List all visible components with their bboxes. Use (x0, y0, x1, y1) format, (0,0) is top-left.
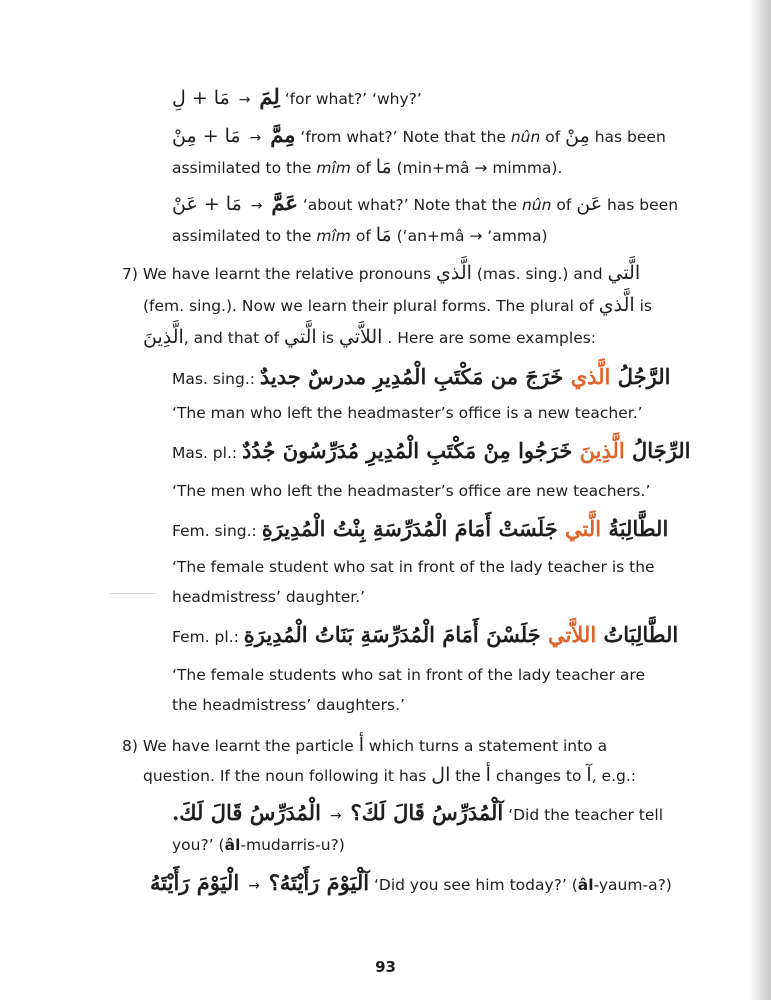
arrow: → (248, 878, 260, 894)
example-label: Mas. sing.: (172, 370, 260, 388)
english-text: . Here are some examples: (382, 329, 597, 347)
arabic-sentence (260, 366, 671, 388)
arrow: → (329, 808, 342, 824)
italic-term: mîm (316, 159, 351, 177)
arabic-text: الَّتي (284, 326, 317, 348)
bold-term: âl (577, 876, 594, 894)
example-label: Fem. sing.: (172, 522, 262, 540)
arabic-text: مَا (375, 156, 392, 178)
english-text: of (540, 128, 566, 146)
english-text: , and that of (183, 329, 285, 347)
english-text: , e.g.: (591, 767, 636, 785)
english-text: has been (589, 128, 666, 146)
arabic-text: آ (586, 764, 592, 786)
english-translation: ‘The man who left the headmaster’s office is a new teacher.’ (172, 404, 643, 422)
arabic-text: مِنْ (565, 125, 590, 147)
italic-term: nûn (510, 128, 541, 146)
english-text: of (350, 159, 376, 177)
english-text: question. If the noun following it has (143, 767, 432, 785)
english-text: changes to (490, 767, 587, 785)
bold-term: âl (224, 836, 241, 854)
arabic-text: آلْمُدَرِّسُ قَالَ لَكَ؟ (350, 800, 504, 825)
highlighted-pronoun: اللاَّتي (548, 622, 597, 647)
arabic-sentence (262, 518, 669, 540)
english-text: ‘Did you see him today?’ ( (374, 876, 578, 894)
english-text: the (450, 767, 486, 785)
question-example-2 (150, 872, 672, 897)
english-text: -yaum-a?) (593, 876, 672, 894)
arabic-text: مَا + مِنْ (172, 125, 241, 147)
english-text: ‘Did the teacher tell (508, 806, 664, 824)
para8-line1 (122, 734, 607, 757)
arabic-text: مَا + عَنْ (172, 193, 242, 215)
line-amma (172, 192, 678, 217)
question-example-1 (172, 802, 663, 827)
para7-line1 (122, 262, 640, 285)
arabic-text: الَّتي (607, 262, 641, 284)
english-text: ‘for what?’ ‘why?’ (284, 90, 422, 108)
arabic-sentence (242, 440, 690, 462)
english-translation: ‘The men who left the headmaster’s office are new teachers.’ (172, 482, 651, 500)
arabic-text: مَا + لِ (172, 87, 230, 109)
translation-fem-sing-1 (172, 556, 655, 578)
arrow: → (249, 130, 262, 146)
arabic-text: لِمَ (259, 84, 280, 109)
english-text: is (634, 297, 652, 315)
english-translation: ‘The female student who sat in front of the lady teacher is the (172, 558, 655, 576)
english-text: -mudarris-u?) (240, 836, 345, 854)
arabic-text: ال (431, 764, 451, 786)
translation-mas-sing (172, 402, 643, 424)
english-text: which turns a statement into a (363, 737, 608, 755)
example-fem-pl (172, 624, 678, 648)
english-text: is (316, 329, 339, 347)
arabic-text: الرِّجَالُ (624, 438, 691, 463)
arabic-text: جَلَسْنَ أَمَامَ الْمُدَرِّسَةِ بَنَاتُ الْمُدِيرَةِ (243, 622, 549, 647)
english-text: assimilated to the (172, 159, 317, 177)
highlighted-pronoun: الَّذي (570, 364, 611, 389)
english-text: 8) We have learnt the particle (122, 737, 359, 755)
arabic-text: أ (485, 764, 491, 786)
example-label: Fem. pl.: (172, 628, 244, 646)
page-number: 93 (375, 958, 396, 976)
arabic-text: اللاَّتي (338, 326, 383, 348)
arabic-sentence (244, 624, 678, 646)
english-text: has been (602, 196, 679, 214)
arabic-text: الطَّالِبَاتُ (596, 622, 679, 647)
arabic-text: عَمَّ (271, 190, 298, 215)
arabic-text: جَلَسَتْ أَمَامَ الْمُدَرِّسَةِ بِنْتُ الْمُدِيرَةِ (261, 516, 566, 541)
arabic-text: الَّذِينَ (143, 326, 184, 348)
example-mas-pl (172, 440, 691, 464)
arabic-text: الْيَوْمَ رَأَيْتَهُ (150, 870, 240, 895)
page-edge-shadow (749, 0, 771, 1000)
italic-term: mîm (316, 227, 351, 245)
highlighted-pronoun: الَّتي (565, 516, 602, 541)
english-text: of (551, 196, 577, 214)
translation-fem-sing-2 (172, 586, 365, 608)
example-mas-sing (172, 366, 670, 390)
italic-term: nûn (521, 196, 552, 214)
english-text: you?’ ( (172, 836, 225, 854)
english-text: assimilated to the (172, 227, 317, 245)
arabic-text: الَّذي (436, 262, 472, 284)
english-text: 7) We have learnt the relative pronouns (122, 265, 437, 283)
arabic-text: خَرَجَ من مَكْتَبِ الْمُدِيرِ مدرسٌ جديدٌ (259, 364, 571, 389)
english-text: ‘about what?’ Note that the (302, 196, 522, 214)
arabic-text: الرَّجُلُ (610, 364, 671, 389)
arabic-text: الَّذي (598, 294, 635, 316)
line-amma-note (172, 224, 548, 247)
arrow: → (238, 92, 251, 108)
highlighted-pronoun: الَّذِينَ (579, 438, 625, 463)
arabic-text: عَن (576, 193, 603, 215)
english-text: (min+mâ → mimma). (391, 159, 563, 177)
english-text: (‘an+mâ → ‘amma) (391, 227, 548, 245)
english-text: of (350, 227, 376, 245)
example-fem-sing (172, 518, 668, 542)
question-example-1-cont (172, 834, 345, 856)
english-translation: headmistress’ daughter.’ (172, 588, 366, 606)
english-translation: the headmistress’ daughters.’ (172, 696, 405, 714)
arabic-text: الْمُدَرِّسُ قَالَ لَكَ. (172, 800, 321, 825)
translation-fem-pl-2 (172, 694, 405, 716)
line-mimma-note (172, 156, 562, 179)
arabic-text: الطَّالِبَةُ (601, 516, 669, 541)
para7-line3 (143, 326, 596, 349)
faint-rule (110, 593, 156, 594)
translation-fem-pl-1 (172, 664, 645, 686)
para7-line2 (143, 294, 652, 317)
para8-line2 (143, 764, 636, 787)
line-mimma (172, 124, 666, 149)
arrow: → (250, 198, 263, 214)
arabic-text: مِمَّ (270, 122, 296, 147)
arabic-text: آلْيَوْمَ رَأَيْتَهُ؟ (268, 870, 370, 895)
english-text: (fem. sing.). Now we learn their plural forms. The plural of (143, 297, 599, 315)
arabic-text: خَرَجُوا مِنْ مَكْتَبِ الْمُدِيرِ مُدَرِّسُونَ جُدُدٌ (242, 438, 580, 463)
arabic-text: أ (358, 734, 364, 756)
english-text: ‘from what?’ Note that the (300, 128, 511, 146)
english-text: (mas. sing.) and (471, 265, 608, 283)
example-label: Mas. pl.: (172, 444, 243, 462)
arabic-text: مَا (375, 224, 392, 246)
english-translation: ‘The female students who sat in front of the lady teacher are (172, 666, 645, 684)
line-lima (172, 86, 422, 111)
translation-mas-pl (172, 480, 650, 502)
